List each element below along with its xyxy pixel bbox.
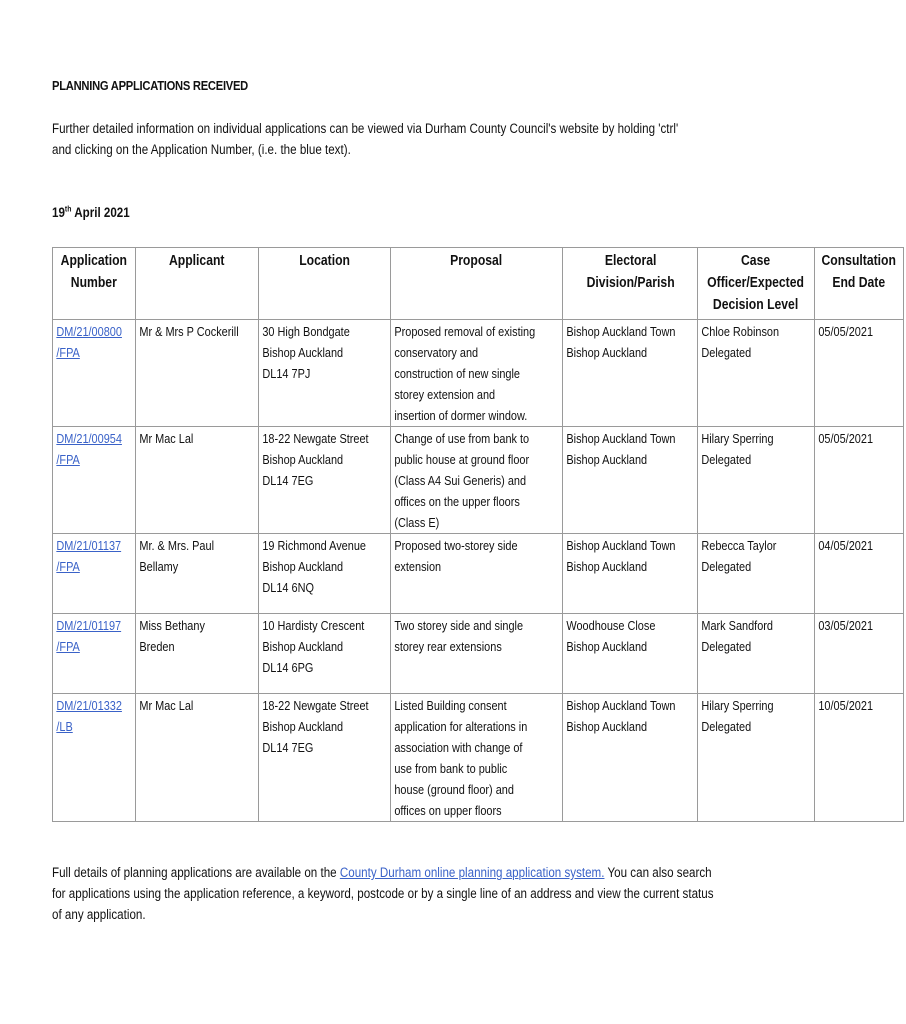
cell-text-line: DL14 6NQ	[262, 580, 315, 595]
location-cell	[259, 694, 390, 822]
cell-text-line: application for alterations in	[394, 719, 528, 734]
proposal-cell	[390, 614, 563, 694]
location-cell	[259, 534, 390, 614]
case-officer-cell	[698, 534, 814, 614]
footer-text-end: You can also search for applications using the application reference, a keyword, postcode or by a single line of an address and view the current status of any application.	[52, 865, 714, 922]
intro-paragraph: Further detailed information on individual applications can be viewed via Durham County Council's website by holding 'ctrl' and clicking on the Application Number, (i.e. the blue text).	[52, 121, 679, 157]
cell-text-line: Mr. & Mrs. Paul	[139, 538, 215, 553]
header-proposal	[390, 248, 563, 320]
cell-text-line: association with change of	[394, 740, 523, 755]
cell-text-line: Hilary Sperring	[701, 698, 774, 713]
cell-text-line: Bellamy	[139, 559, 179, 574]
application-number-text: DM/21/00954	[56, 431, 122, 446]
header-applicant	[136, 248, 259, 320]
consultation-end-date-cell	[814, 427, 904, 534]
header-consultation-end-date	[814, 248, 904, 320]
case-officer-cell	[698, 694, 814, 822]
header-text-line: Location	[299, 253, 350, 269]
cell-text-line: DL14 7EG	[262, 473, 314, 488]
cell-text-line: insertion of dormer window.	[394, 408, 528, 423]
electoral-division-cell	[563, 320, 698, 427]
header-text-line: Case	[741, 253, 771, 269]
header-text-line: Proposal	[450, 253, 503, 269]
cell-text-line: DL14 7EG	[262, 740, 314, 755]
cell-text-line: (Class E)	[394, 515, 440, 530]
cell-text-line: Mr & Mrs P Cockerill	[139, 324, 239, 339]
application-number-text: DM/21/01332	[56, 698, 122, 713]
header-application-number	[53, 248, 136, 320]
cell-text-line: Bishop Auckland Town	[566, 538, 676, 553]
cell-text-line: Miss Bethany	[139, 618, 205, 633]
cell-text-line: conservatory and	[394, 345, 478, 360]
cell-text-line: Listed Building consent	[394, 698, 507, 713]
application-number-link[interactable]	[53, 320, 136, 427]
header-text-line: Officer/Expected	[707, 275, 805, 291]
location-cell	[259, 427, 390, 534]
location-cell	[259, 320, 390, 427]
cell-text-line: 30 High Bondgate	[262, 324, 351, 339]
cell-text-line: Chloe Robinson	[701, 324, 780, 339]
application-number-link[interactable]	[53, 614, 136, 694]
cell-text-line: Bishop Auckland	[262, 345, 344, 360]
header-electoral-division	[563, 248, 698, 320]
application-number-text: /LB	[56, 719, 73, 734]
applicant-cell	[136, 534, 259, 614]
header-text-line: Applicant	[169, 253, 225, 269]
proposal-cell	[390, 427, 563, 534]
application-number-text: /FPA	[56, 559, 80, 574]
cell-text-line: Delegated	[701, 345, 752, 360]
location-cell	[259, 614, 390, 694]
cell-text-line: Bishop Auckland	[566, 639, 648, 654]
cell-text-line: Bishop Auckland	[262, 452, 344, 467]
applicant-cell	[136, 614, 259, 694]
table-row	[53, 534, 904, 614]
proposal-cell	[390, 694, 563, 822]
cell-text-line: Delegated	[701, 719, 752, 734]
electoral-division-cell	[563, 534, 698, 614]
cell-text-line: Delegated	[701, 559, 752, 574]
cell-text-line: DL14 7PJ	[262, 366, 311, 381]
cell-text-line: 10/05/2021	[817, 698, 873, 713]
cell-text-line: 18-22 Newgate Street	[262, 698, 369, 713]
cell-text-line: storey rear extensions	[394, 639, 502, 654]
electoral-division-cell	[563, 427, 698, 534]
cell-text-line: Bishop Auckland	[262, 719, 344, 734]
cell-text-line: Bishop Auckland Town	[566, 324, 676, 339]
application-number-link[interactable]	[53, 534, 136, 614]
cell-text-line: Hilary Sperring	[701, 431, 774, 446]
cell-text-line: Bishop Auckland	[262, 559, 344, 574]
date-suffix: th	[64, 204, 72, 214]
header-text-line: End Date	[832, 275, 886, 291]
case-officer-cell	[698, 427, 814, 534]
cell-text-line: Breden	[139, 639, 175, 654]
cell-text-line: 19 Richmond Avenue	[262, 538, 367, 553]
electoral-division-cell	[563, 694, 698, 822]
cell-text-line: Two storey side and single	[394, 618, 523, 633]
application-number-link[interactable]	[53, 694, 136, 822]
header-text-line: Consultation	[821, 253, 897, 269]
cell-text-line: 18-22 Newgate Street	[262, 431, 369, 446]
cell-text-line: 03/05/2021	[817, 618, 873, 633]
application-number-text: DM/21/01137	[56, 538, 122, 553]
proposal-cell	[390, 320, 563, 427]
cell-text-line: (Class A4 Sui Generis) and	[394, 473, 526, 488]
footer-paragraph	[52, 862, 714, 925]
application-number-text: DM/21/00800	[56, 324, 122, 339]
consultation-end-date-cell	[814, 614, 904, 694]
cell-text-line: public house at ground floor	[394, 452, 529, 467]
cell-text-line: 04/05/2021	[817, 538, 873, 553]
table-row	[53, 320, 904, 427]
cell-text-line: Rebecca Taylor	[701, 538, 777, 553]
cell-text-line: Bishop Auckland	[566, 559, 648, 574]
cell-text-line: Woodhouse Close	[566, 618, 656, 633]
header-text-line: Decision Level	[713, 297, 799, 313]
date-day: 19	[52, 205, 65, 220]
cell-text-line: offices on the upper floors	[394, 494, 520, 509]
application-number-link[interactable]	[53, 427, 136, 534]
cell-text-line: Mark Sandford	[701, 618, 774, 633]
cell-text-line: Delegated	[701, 452, 752, 467]
cell-text-line: Bishop Auckland Town	[566, 698, 676, 713]
applicant-cell	[136, 427, 259, 534]
case-officer-cell	[698, 614, 814, 694]
cell-text-line: use from bank to public	[394, 761, 508, 776]
cell-text-line: Delegated	[701, 639, 752, 654]
proposal-cell	[390, 534, 563, 614]
cell-text-line: Mr Mac Lal	[139, 698, 194, 713]
electoral-division-cell	[563, 614, 698, 694]
consultation-end-date-cell	[814, 320, 904, 427]
cell-text-line: storey extension and	[394, 387, 495, 402]
cell-text-line: Proposed removal of existing	[394, 324, 535, 339]
cell-text-line: Proposed two-storey side	[394, 538, 518, 553]
cell-text-line: Mr Mac Lal	[139, 431, 194, 446]
header-location	[259, 248, 390, 320]
table-header-row	[53, 248, 904, 320]
cell-text-line: Bishop Auckland	[566, 719, 648, 734]
application-number-text: /FPA	[56, 345, 80, 360]
date-month-year: April 2021	[71, 205, 130, 220]
applicant-cell	[136, 320, 259, 427]
table-row	[53, 614, 904, 694]
case-officer-cell	[698, 320, 814, 427]
consultation-end-date-cell	[814, 534, 904, 614]
cell-text-line: Bishop Auckland Town	[566, 431, 676, 446]
footer-text-start: Full details of planning applications are available on the	[52, 865, 340, 880]
cell-text-line: 10 Hardisty Crescent	[262, 618, 365, 633]
cell-text-line: 05/05/2021	[817, 324, 873, 339]
cell-text-line: Bishop Auckland	[262, 639, 344, 654]
cell-text-line: house (ground floor) and	[394, 782, 514, 797]
cell-text-line: construction of new single	[394, 366, 520, 381]
application-number-text: DM/21/01197	[56, 618, 122, 633]
header-text-line: Electoral	[604, 253, 657, 269]
table-row	[53, 427, 904, 534]
cell-text-line: offices on upper floors	[394, 803, 502, 818]
cell-text-line: Bishop Auckland	[566, 452, 648, 467]
header-text-line: Application	[60, 253, 128, 269]
header-case-officer	[698, 248, 814, 320]
applications-table	[52, 247, 904, 822]
header-text-line: Division/Parish	[586, 275, 675, 291]
cell-text-line: extension	[394, 559, 441, 574]
planning-system-link[interactable]: County Durham online planning application system.	[339, 865, 605, 880]
applicant-cell	[136, 694, 259, 822]
table-row	[53, 694, 904, 822]
header-text-line: Number	[71, 275, 118, 291]
cell-text-line: Change of use from bank to	[394, 431, 529, 446]
cell-text-line: Bishop Auckland	[566, 345, 648, 360]
consultation-end-date-cell	[814, 694, 904, 822]
application-number-text: /FPA	[56, 452, 80, 467]
application-number-text: /FPA	[56, 639, 80, 654]
page-title: PLANNING APPLICATIONS RECEIVED	[52, 78, 249, 93]
cell-text-line: 05/05/2021	[817, 431, 873, 446]
cell-text-line: DL14 6PG	[262, 660, 314, 675]
report-date	[52, 205, 130, 220]
